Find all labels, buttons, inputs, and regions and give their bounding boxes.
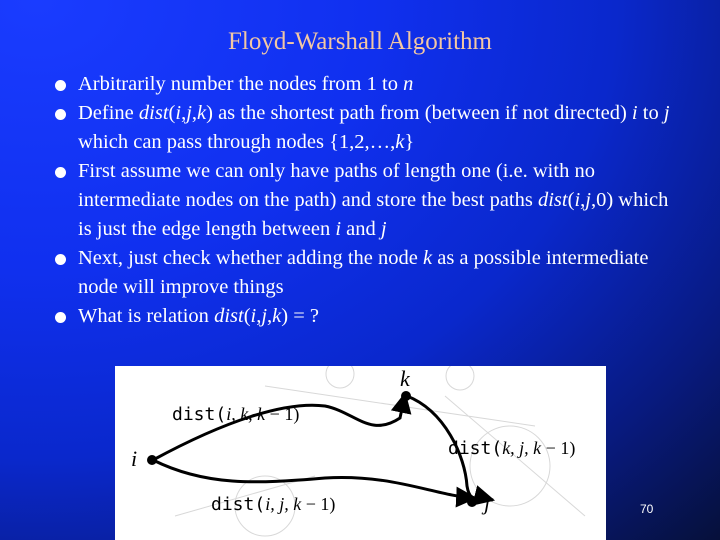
node-k-dot [401,391,411,401]
bullet-dot-icon [55,254,66,265]
bullet-item: Next, just check whether adding the node k as a possible intermediate node will improve things [52,244,672,302]
label-dist-i-k: dist(i, k, k − 1) [172,404,300,425]
node-j-label: j [484,490,491,515]
node-j-dot [467,497,477,507]
bullet-dot-icon [55,312,66,323]
node-i-label: i [131,446,138,471]
bullet-dot-icon [55,80,66,91]
page-number: 70 [640,502,654,516]
path-diagram [115,366,606,540]
node-k-label: k [400,366,410,391]
bullet-list [52,70,672,331]
bullet-item: What is relation dist(i,j,k) = ? [52,302,672,331]
bullet-dot-icon [55,109,66,120]
bullet-item: Arbitrarily number the nodes from 1 to n [52,70,672,99]
bullet-item: First assume we can only have paths of length one (i.e. with no intermediate nodes on the path) and store the best paths dist(i,j,0) which is just the edge length between i and j [52,157,672,244]
bullet-dot-icon [55,167,66,178]
label-dist-i-j: dist(i, j, k − 1) [211,494,336,515]
path-i-to-j [153,460,475,498]
slide-title: Floyd-Warshall Algorithm [228,28,492,55]
label-dist-k-j: dist(k, j, k − 1) [448,438,576,459]
node-i-dot [147,455,157,465]
bullet-item: Define dist(i,j,k) as the shortest path from (between if not directed) i to j which can pass through nodes {1,2,…,k} [52,99,672,157]
